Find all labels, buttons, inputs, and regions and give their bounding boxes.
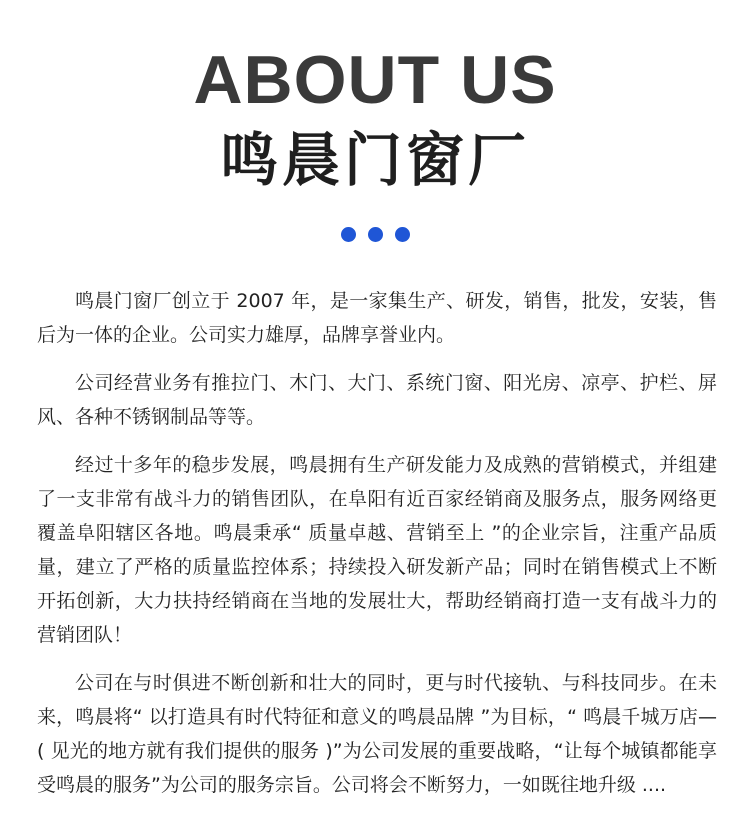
dot-icon (368, 227, 383, 242)
dot-icon (395, 227, 410, 242)
decorative-dots (0, 227, 750, 242)
development-paragraph: 经过十多年的稳步发展，鸣晨拥有生产研发能力及成熟的营销模式，并组建了一支非常有战斗力的销售团队，在阜阳有近百家经销商及服务点，服务网络更覆盖阜阳辖区各地。鸣晨秉承“ 质量卓越、营销至上 ”的企业宗旨，注重产品质量，建立了严格的质量监控体系；持续投入研发新产品；同时在销售模式上不断开拓创新，大力扶持经销商在当地的发展壮大，帮助经销商打造一支有战斗力的营销团队！ (37, 454, 717, 646)
dot-icon (341, 227, 356, 242)
page-title-english: ABOUT US (193, 42, 557, 118)
business-paragraph: 公司经营业务有推拉门、木门、大门、系统门窗、阳光房、凉亭、护栏、屏风、各种不锈钢制品等等。 (37, 372, 717, 428)
page-title-chinese: 鸣晨门窗厂 (219, 126, 530, 194)
future-paragraph: 公司在与时俱进不断创新和壮大的同时，更与时代接轨、与科技同步。在未来，鸣晨将“ 以打造具有时代特征和意义的鸣晨品牌 ”为目标，“ 鸣晨千城万店—( 见光的地方就有我们提供的服务 )”为公司发展的重要战略，“让每个城镇都能享受鸣晨的服务”为公司的服务宗旨。公司将会不断努力，一如既往地升级 .... (37, 672, 717, 796)
intro-paragraph: 鸣晨门窗厂创立于 2007 年，是一家集生产、研发，销售，批发，安装，售后为一体的企业。公司实力雄厚，品牌享誉业内。 (37, 290, 717, 346)
company-introduction (37, 284, 717, 816)
